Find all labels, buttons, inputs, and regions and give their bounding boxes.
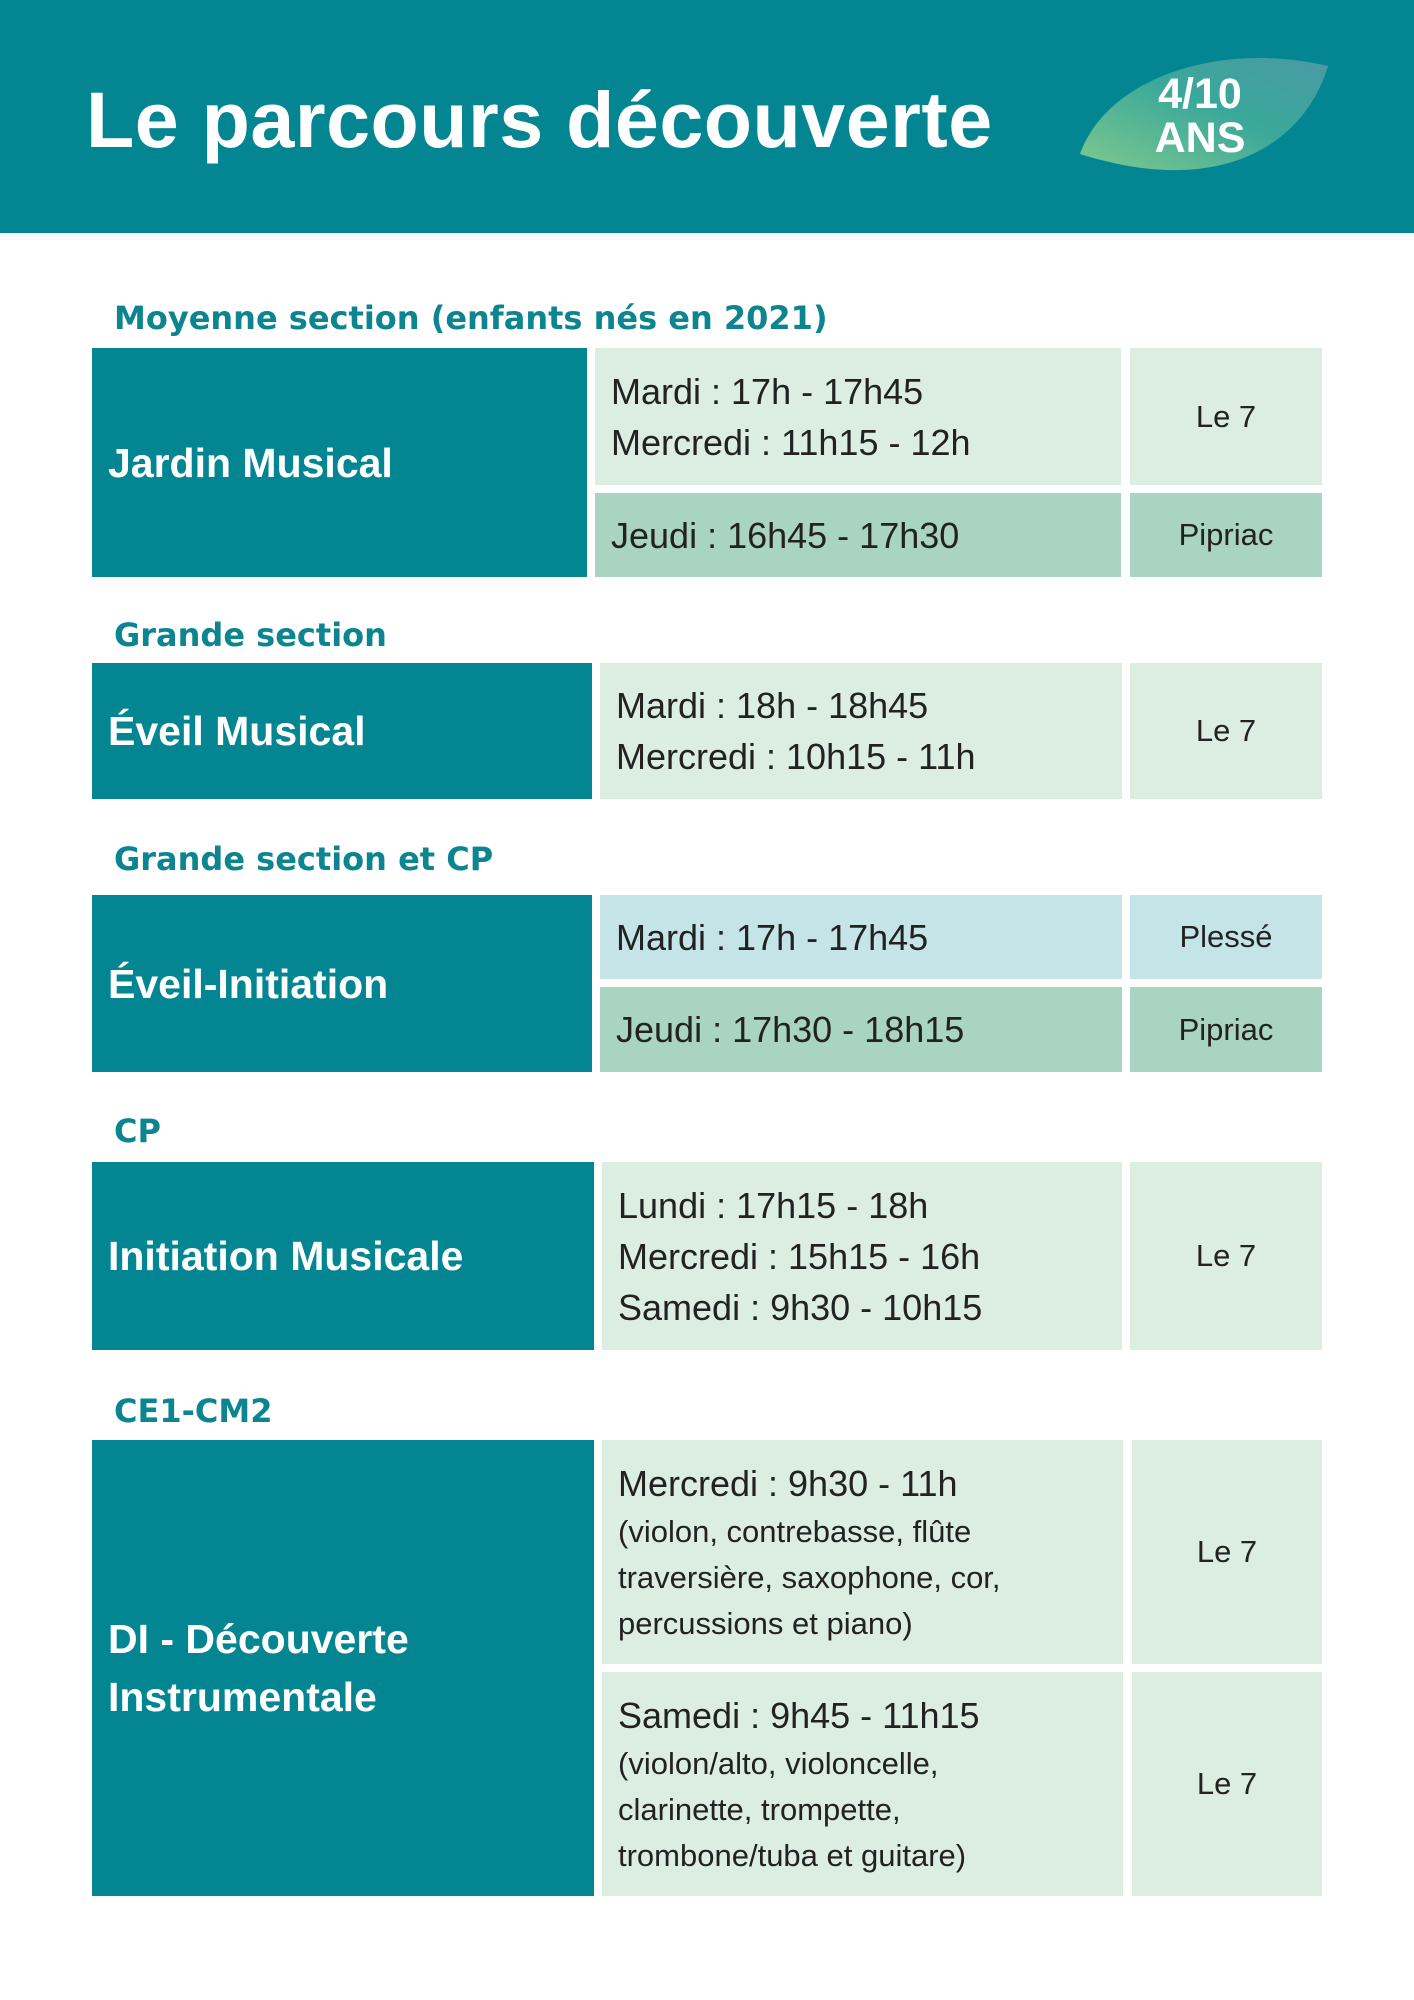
schedule-cell [602, 1672, 1123, 1896]
note-line: percussions et piano) [618, 1605, 913, 1641]
schedule-line: Mercredi : 15h15 - 16h [618, 1235, 981, 1277]
note-line: (violon, contrebasse, flûte [618, 1513, 972, 1549]
instrument-note [618, 1509, 1123, 1647]
section-label: Grande section [114, 616, 387, 654]
location-cell [1130, 1162, 1322, 1350]
schedule-line: Mardi : 18h - 18h45 [616, 685, 929, 726]
location-cell [1130, 895, 1322, 979]
page-title: Le parcours découverte [86, 75, 993, 164]
schedule-cell [600, 987, 1122, 1072]
section-label: CE1-CM2 [114, 1392, 273, 1430]
age-badge-range: 4/10 [1158, 70, 1242, 118]
schedule-line: Mercredi : 10h15 - 11h [616, 736, 976, 777]
course-jardin-musical [92, 348, 587, 577]
course-eveil-musical [92, 663, 592, 799]
section-label: Moyenne section (enfants nés en 2021) [114, 299, 828, 337]
note-line: clarinette, trompette, [618, 1791, 901, 1827]
course-name: Initiation Musicale [108, 1233, 464, 1279]
schedule-line: Mercredi : 9h30 - 11h [618, 1462, 958, 1504]
location-label: Le 7 [1196, 1534, 1258, 1569]
location-label: Le 7 [1196, 1766, 1258, 1801]
location-label: Le 7 [1195, 398, 1257, 434]
age-badge-unit: ANS [1154, 114, 1246, 162]
location-cell [1132, 1440, 1322, 1664]
location-label: Plessé [1179, 919, 1273, 954]
schedule-cell [600, 895, 1122, 979]
note-line: traversière, saxophone, cor, [618, 1559, 1001, 1595]
course-name: Jardin Musical [108, 439, 393, 486]
age-badge [1120, 72, 1280, 160]
schedule-cell [602, 1440, 1123, 1664]
location-label: Le 7 [1195, 713, 1257, 748]
location-cell [1130, 348, 1322, 485]
schedule-line: Jeudi : 16h45 - 17h30 [611, 514, 960, 556]
schedule-line: Mercredi : 11h15 - 12h [611, 421, 971, 463]
course-name-line: DI - Découverte [108, 1616, 409, 1662]
course-name: Éveil-Initiation [108, 960, 389, 1007]
schedule-cell [595, 348, 1121, 485]
location-cell [1130, 663, 1322, 799]
schedule-cell [595, 493, 1121, 577]
schedule-line: Mardi : 17h - 17h45 [611, 370, 924, 412]
schedule-line: Lundi : 17h15 - 18h [618, 1184, 929, 1226]
location-label: Pipriac [1178, 1011, 1274, 1047]
course-decouverte-instrumentale [92, 1440, 594, 1896]
schedule-line: Jeudi : 17h30 - 18h15 [616, 1009, 965, 1050]
schedule-cell [602, 1162, 1122, 1350]
course-initiation-musicale [92, 1162, 594, 1350]
schedule-line: Samedi : 9h45 - 11h15 [618, 1694, 980, 1736]
schedule-line: Samedi : 9h30 - 10h15 [618, 1286, 983, 1328]
instrument-note [618, 1741, 1123, 1879]
location-label: Le 7 [1195, 1238, 1257, 1273]
location-cell [1132, 1672, 1322, 1896]
course-name-line: Instrumentale [108, 1674, 377, 1720]
note-line: trombone/tuba et guitare) [618, 1837, 967, 1873]
course-name [108, 1610, 409, 1726]
section-label: Grande section et CP [114, 840, 494, 878]
schedule-cell [600, 663, 1122, 799]
course-eveil-initiation [92, 895, 592, 1072]
location-label: Pipriac [1178, 517, 1274, 552]
section-label: CP [114, 1112, 161, 1150]
note-line: (violon/alto, violoncelle, [618, 1745, 939, 1781]
location-cell [1130, 493, 1322, 577]
schedule-line: Mardi : 17h - 17h45 [616, 916, 929, 958]
location-cell [1130, 987, 1322, 1072]
course-name: Éveil Musical [108, 708, 366, 754]
